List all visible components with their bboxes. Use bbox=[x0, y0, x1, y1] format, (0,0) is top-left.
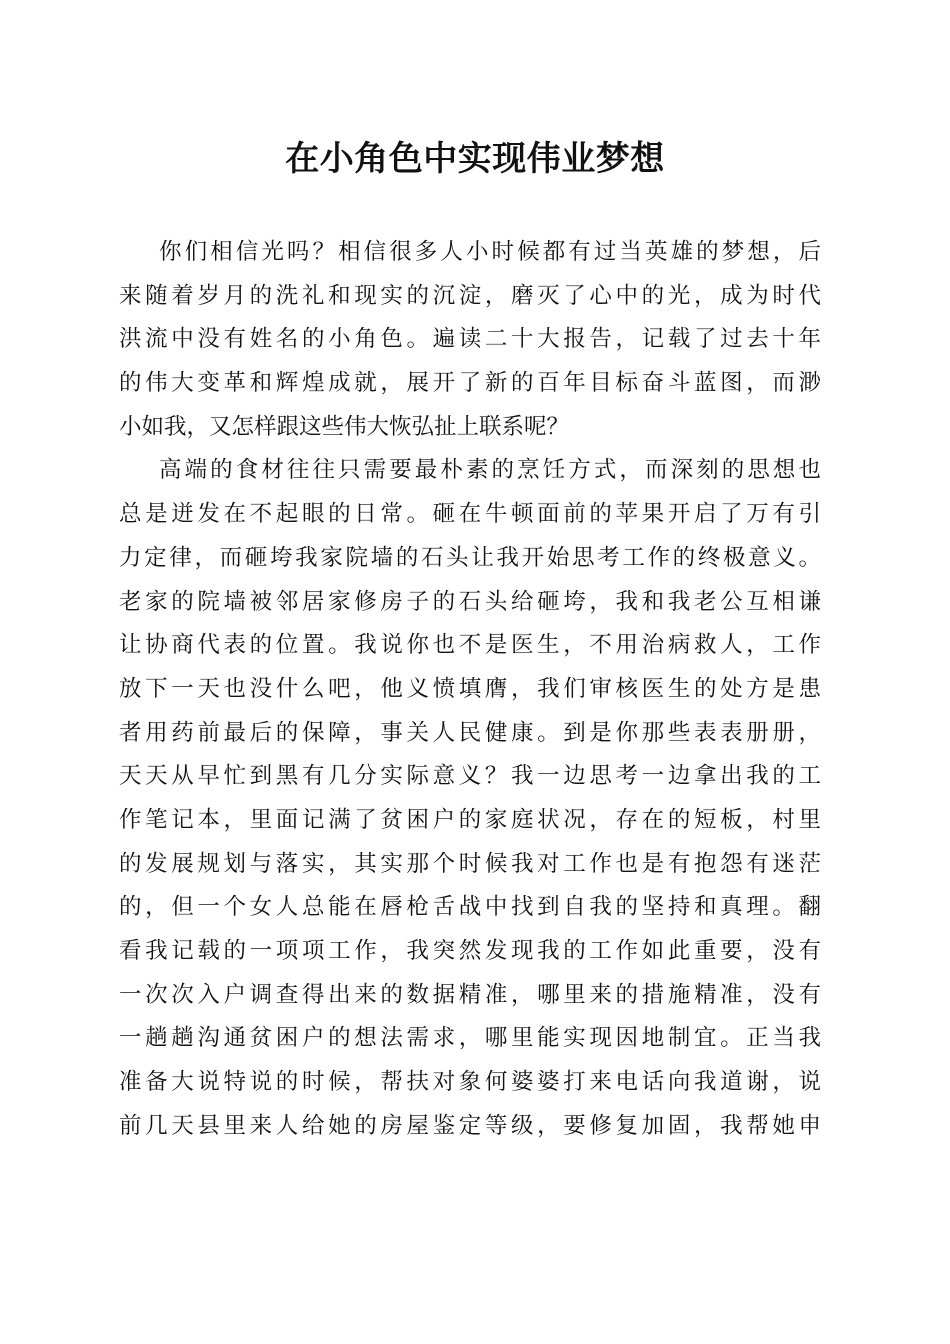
paragraph-2-line-8: 天天从早忙到黑有几分实际意义？我一边思考一边拿出我的工 bbox=[119, 763, 821, 790]
paragraph-2-line-3: 力定律，而砸垮我家院墙的石头让我开始思考工作的终极意义。 bbox=[119, 544, 821, 571]
paragraph-2-line-12: 看我记载的一项项工作，我突然发现我的工作如此重要，没有 bbox=[119, 938, 821, 964]
paragraph-2-line-7: 者用药前最后的保障，事关人民健康。到是你那些表表册册， bbox=[119, 719, 821, 746]
paragraph-1-line-2: 来随着岁月的洗礼和现实的沉淀，磨灭了心中的光，成为时代 bbox=[119, 282, 821, 309]
paragraph-2-line-16: 前几天县里来人给她的房屋鉴定等级，要修复加固，我帮她申 bbox=[119, 1112, 821, 1139]
paragraph-2-line-9: 作笔记本，里面记满了贫困户的家庭状况，存在的短板，村里 bbox=[119, 806, 821, 833]
page-title: 在小角色中实现伟业梦想 bbox=[285, 139, 665, 179]
paragraph-1-line-3: 洪流中没有姓名的小角色。遍读二十大报告，记载了过去十年 bbox=[119, 326, 821, 353]
document-body bbox=[119, 231, 821, 1148]
paragraph-2-line-14: 一趟趟沟通贫困户的想法需求，哪里能实现因地制宜。正当我 bbox=[119, 1025, 821, 1052]
paragraph-2-line-5: 让协商代表的位置。我说你也不是医生，不用治病救人，工作 bbox=[119, 632, 821, 659]
paragraph-1-line-4: 的伟大变革和辉煌成就，展开了新的百年目标奋斗蓝图，而渺 bbox=[119, 370, 821, 397]
paragraph-2-line-15: 准备大说特说的时候，帮扶对象何婆婆打来电话向我道谢，说 bbox=[119, 1069, 821, 1096]
paragraph-2-line-11: 的，但一个女人总能在唇枪舌战中找到自我的坚持和真理。翻 bbox=[119, 894, 821, 921]
paragraph-2-line-4: 老家的院墙被邻居家修房子的石头给砸垮，我和我老公互相谦 bbox=[119, 588, 821, 615]
paragraph-1-line-1: 你们相信光吗？相信很多人小时候都有过当英雄的梦想，后 bbox=[159, 239, 821, 265]
paragraph-1-line-5: 小如我，又怎样跟这些伟大恢弘扯上联系呢？ bbox=[119, 413, 570, 440]
paragraph-2-line-10: 的发展规划与落实，其实那个时候我对工作也是有抱怨有迷茫 bbox=[119, 850, 821, 877]
paragraph-2-line-2: 总是迸发在不起眼的日常。砸在牛顿面前的苹果开启了万有引 bbox=[119, 501, 821, 528]
paragraph-2-line-6: 放下一天也没什么吧，他义愤填膺，我们审核医生的处方是患 bbox=[119, 675, 821, 702]
paragraph-2-line-13: 一次次入户调查得出来的数据精准，哪里来的措施精准，没有 bbox=[119, 981, 821, 1008]
paragraph-2-line-1: 高端的食材往往只需要最朴素的烹饪方式，而深刻的思想也 bbox=[159, 457, 821, 484]
